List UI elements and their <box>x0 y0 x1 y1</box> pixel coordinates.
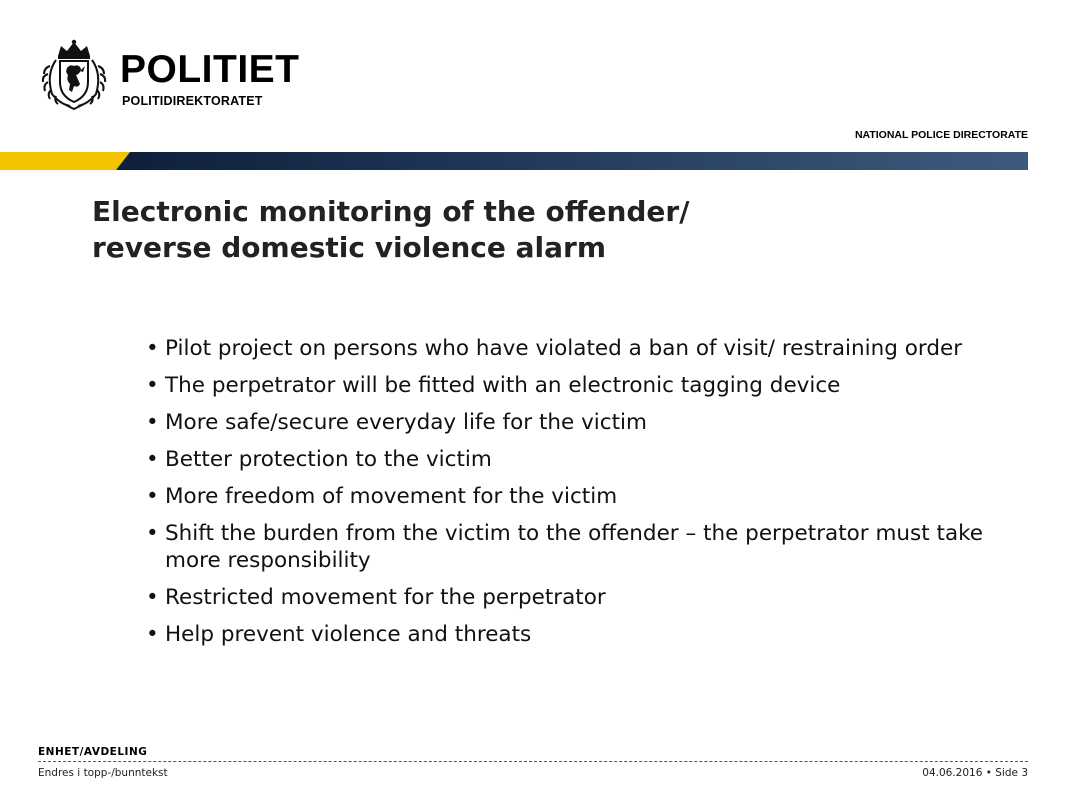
bullet-item: • Help prevent violence and threats <box>146 621 1006 648</box>
bullet-list <box>146 335 1006 658</box>
bullet-item: • Shift the burden from the victim to the offender – the perpetrator must take more responsibility <box>146 520 1006 574</box>
footer-divider <box>38 761 1028 762</box>
footer-text: Endres i topp-/bunntekst <box>38 767 168 779</box>
politiet-logo <box>36 38 300 110</box>
header-color-band <box>0 152 1028 170</box>
police-crest-icon <box>36 38 112 110</box>
brand-name: POLITIET <box>120 48 300 91</box>
bullet-item: • Better protection to the victim <box>146 446 1006 473</box>
directorate-label: NATIONAL POLICE DIRECTORATE <box>854 129 1028 141</box>
brand-subtitle: POLITIDIREKTORATET <box>122 94 263 108</box>
slide-title-line-1: Electronic monitoring of the offender/ <box>92 195 690 228</box>
bullet-item: • The perpetrator will be fitted with an electronic tagging device <box>146 372 1006 399</box>
bullet-item: • More safe/secure everyday life for the victim <box>146 409 1006 436</box>
slide-title-line-2: reverse domestic violence alarm <box>92 231 607 264</box>
footer-unit-label: ENHET/AVDELING <box>38 746 148 758</box>
slide-title <box>92 194 992 266</box>
bullet-item: • More freedom of movement for the victim <box>146 483 1006 510</box>
footer-date-page: 04.06.2016 • Side 3 <box>922 767 1028 779</box>
bullet-item: • Pilot project on persons who have violated a ban of visit/ restraining order <box>146 335 1006 362</box>
bullet-item: • Restricted movement for the perpetrator <box>146 584 1006 611</box>
